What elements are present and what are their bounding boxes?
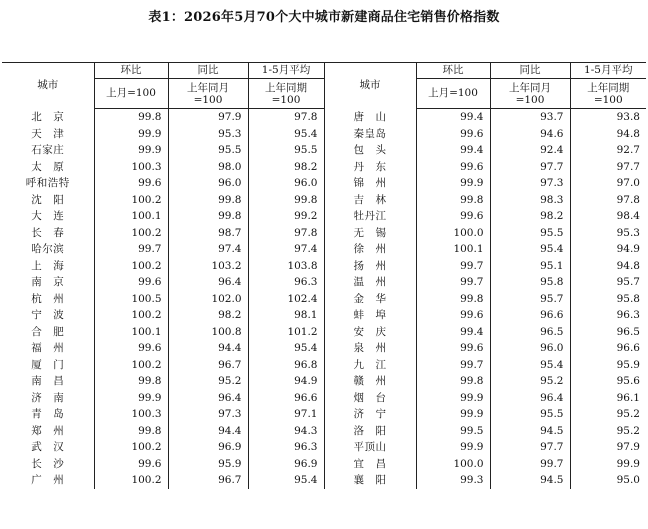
avg-cell: 97.1	[248, 406, 324, 423]
avg-cell: 96.8	[248, 357, 324, 374]
yoy-cell: 98.0	[168, 159, 248, 176]
yoy-cell: 94.5	[490, 423, 570, 440]
avg-cell: 95.2	[570, 406, 646, 423]
yoy-cell: 100.8	[168, 324, 248, 341]
mom-cell: 100.0	[416, 456, 490, 473]
yoy-cell: 95.4	[490, 241, 570, 258]
yoy-cell: 96.4	[168, 274, 248, 291]
table-row	[2, 307, 646, 324]
yoy-cell: 103.2	[168, 258, 248, 275]
table-row	[2, 142, 646, 159]
mom-cell: 99.4	[416, 142, 490, 159]
price-index-table	[2, 62, 646, 489]
mom-cell: 99.3	[416, 472, 490, 489]
table-row	[2, 340, 646, 357]
yoy-cell: 95.8	[490, 274, 570, 291]
avg-cell: 97.8	[248, 225, 324, 242]
avg-cell: 97.7	[570, 159, 646, 176]
mom-cell: 100.3	[94, 159, 168, 176]
yoy-cell: 99.8	[168, 192, 248, 209]
city-cell: 九 江	[324, 357, 416, 374]
avg-cell: 95.3	[570, 225, 646, 242]
avg-cell: 98.1	[248, 307, 324, 324]
yoy-cell: 94.6	[490, 126, 570, 143]
yoy-cell: 97.4	[168, 241, 248, 258]
city-cell: 无 锡	[324, 225, 416, 242]
avg-cell: 97.4	[248, 241, 324, 258]
yoy-cell: 96.7	[168, 472, 248, 489]
avg-cell: 93.8	[570, 109, 646, 126]
avg-cell: 97.8	[570, 192, 646, 209]
header-yoy-right: 同比	[490, 63, 570, 79]
yoy-cell: 98.2	[168, 307, 248, 324]
yoy-cell: 97.3	[490, 175, 570, 192]
mom-cell: 99.6	[94, 175, 168, 192]
avg-cell: 96.3	[248, 439, 324, 456]
yoy-cell: 93.7	[490, 109, 570, 126]
sub-yoy-line1: 上年同月	[187, 81, 229, 94]
mom-cell: 100.2	[94, 307, 168, 324]
mom-cell: 99.8	[416, 373, 490, 390]
city-cell: 宁 波	[31, 309, 65, 321]
yoy-cell: 95.7	[490, 291, 570, 308]
table-row	[2, 439, 646, 456]
table-row	[2, 373, 646, 390]
city-cell: 牡丹江	[324, 208, 416, 225]
mom-cell: 100.3	[94, 406, 168, 423]
avg-cell: 94.8	[570, 258, 646, 275]
yoy-cell: 96.0	[490, 340, 570, 357]
mom-cell: 100.2	[94, 225, 168, 242]
yoy-cell: 94.5	[490, 472, 570, 489]
avg-cell: 103.8	[248, 258, 324, 275]
mom-cell: 100.0	[416, 225, 490, 242]
city-cell: 南 京	[31, 276, 65, 288]
table-row	[2, 456, 646, 473]
city-cell: 金 华	[324, 291, 416, 308]
city-cell: 北 京	[31, 110, 65, 123]
yoy-cell: 92.4	[490, 142, 570, 159]
mom-cell: 100.2	[94, 357, 168, 374]
mom-cell: 99.8	[94, 423, 168, 440]
table-row	[2, 357, 646, 374]
avg-cell: 96.1	[570, 390, 646, 407]
mom-cell: 99.6	[94, 456, 168, 473]
avg-cell: 95.4	[248, 340, 324, 357]
header-city-right: 城市	[324, 63, 416, 109]
mom-cell: 99.7	[416, 258, 490, 275]
table-row	[2, 472, 646, 489]
city-cell: 平顶山	[324, 439, 416, 456]
yoy-cell: 96.4	[490, 390, 570, 407]
sub-mom-right: 上月=100	[416, 79, 490, 109]
yoy-cell: 95.3	[168, 126, 248, 143]
mom-cell: 99.9	[416, 175, 490, 192]
city-cell: 扬 州	[324, 258, 416, 275]
avg-cell: 95.5	[248, 142, 324, 159]
sub-avg-line2: =100	[271, 93, 301, 106]
yoy-cell: 95.5	[490, 225, 570, 242]
avg-cell: 96.9	[248, 456, 324, 473]
table-row	[2, 126, 646, 143]
avg-cell: 95.0	[570, 472, 646, 489]
header-avg-right: 1-5月平均	[570, 63, 646, 79]
avg-cell: 97.9	[570, 439, 646, 456]
mom-cell: 99.4	[416, 324, 490, 341]
mom-cell: 99.6	[416, 340, 490, 357]
city-cell: 济 宁	[324, 406, 416, 423]
city-cell: 宜 昌	[324, 456, 416, 473]
avg-cell: 98.2	[248, 159, 324, 176]
city-cell: 沈 阳	[31, 193, 65, 206]
table-title: 表1：2026年5月70个大中城市新建商品住宅销售价格指数	[148, 10, 500, 25]
yoy-cell: 97.7	[490, 439, 570, 456]
avg-cell: 99.8	[248, 192, 324, 209]
avg-cell: 102.4	[248, 291, 324, 308]
mom-cell: 99.9	[416, 390, 490, 407]
city-cell: 石家庄	[31, 144, 65, 156]
header-yoy-left: 同比	[168, 63, 248, 79]
mom-cell: 100.2	[94, 192, 168, 209]
city-cell: 合 肥	[31, 325, 65, 338]
table-row	[2, 175, 646, 192]
header-mom-left: 环比	[94, 63, 168, 79]
city-cell: 广 州	[31, 474, 65, 486]
table-row	[2, 159, 646, 176]
city-cell: 呼和浩特	[25, 177, 70, 189]
yoy-cell: 95.2	[168, 373, 248, 390]
table-row	[2, 192, 646, 209]
avg-cell: 94.9	[248, 373, 324, 390]
table-body	[2, 109, 646, 489]
mom-cell: 100.5	[94, 291, 168, 308]
table-row	[2, 241, 646, 258]
yoy-cell: 94.4	[168, 423, 248, 440]
avg-cell: 94.9	[570, 241, 646, 258]
table-row	[2, 109, 646, 126]
header-mom-right: 环比	[416, 63, 490, 79]
mom-cell: 99.6	[416, 159, 490, 176]
city-cell: 青 岛	[31, 408, 65, 420]
sub-avg-line1: 上年同期	[587, 81, 630, 94]
avg-cell: 98.4	[570, 208, 646, 225]
mom-cell: 100.2	[94, 439, 168, 456]
sub-yoy-left	[168, 79, 248, 109]
table-row	[2, 324, 646, 341]
yoy-cell: 95.2	[490, 373, 570, 390]
sub-mom-left: 上月=100	[94, 79, 168, 109]
avg-cell: 96.6	[570, 340, 646, 357]
avg-cell: 101.2	[248, 324, 324, 341]
yoy-cell: 95.4	[490, 357, 570, 374]
mom-cell: 100.2	[94, 472, 168, 489]
avg-cell: 95.9	[570, 357, 646, 374]
mom-cell: 99.7	[416, 357, 490, 374]
yoy-cell: 96.6	[490, 307, 570, 324]
yoy-cell: 99.8	[168, 208, 248, 225]
mom-cell: 100.1	[94, 208, 168, 225]
avg-cell: 94.3	[248, 423, 324, 440]
avg-cell: 96.6	[248, 390, 324, 407]
table-row	[2, 423, 646, 440]
city-cell: 长 沙	[31, 457, 65, 470]
city-cell: 郑 州	[31, 424, 65, 437]
city-cell: 厦 门	[31, 358, 65, 371]
table-row	[2, 225, 646, 242]
city-cell: 吉 林	[324, 192, 416, 209]
avg-cell: 97.0	[570, 175, 646, 192]
mom-cell: 99.8	[94, 373, 168, 390]
city-cell: 长 春	[31, 226, 65, 239]
yoy-cell: 96.4	[168, 390, 248, 407]
sub-yoy-line1: 上年同月	[509, 81, 551, 94]
city-cell: 太 原	[31, 160, 65, 173]
sub-avg-right	[570, 79, 646, 109]
mom-cell: 100.2	[94, 258, 168, 275]
city-cell: 唐 山	[324, 109, 416, 126]
avg-cell: 95.8	[570, 291, 646, 308]
sub-avg-line2: =100	[593, 93, 623, 106]
header-city-left: 城市	[2, 63, 94, 109]
city-cell: 济 南	[31, 391, 65, 404]
city-cell: 安 庆	[324, 324, 416, 341]
table-row	[2, 406, 646, 423]
table-row	[2, 390, 646, 407]
yoy-cell: 94.4	[168, 340, 248, 357]
mom-cell: 99.5	[416, 423, 490, 440]
yoy-cell: 95.9	[168, 456, 248, 473]
yoy-cell: 98.7	[168, 225, 248, 242]
city-cell: 大 连	[31, 210, 65, 222]
city-cell: 蚌 埠	[324, 307, 416, 324]
yoy-cell: 95.1	[490, 258, 570, 275]
mom-cell: 100.1	[416, 241, 490, 258]
mom-cell: 100.1	[94, 324, 168, 341]
mom-cell: 99.8	[94, 109, 168, 126]
yoy-cell: 97.9	[168, 109, 248, 126]
header-avg-left: 1-5月平均	[248, 63, 324, 79]
city-cell: 丹 东	[324, 159, 416, 176]
yoy-cell: 97.7	[490, 159, 570, 176]
yoy-cell: 96.7	[168, 357, 248, 374]
mom-cell: 99.6	[94, 340, 168, 357]
city-cell: 包 头	[324, 142, 416, 159]
table-row	[2, 208, 646, 225]
avg-cell: 99.2	[248, 208, 324, 225]
city-cell: 襄 阳	[324, 472, 416, 489]
mom-cell: 99.9	[416, 406, 490, 423]
mom-cell: 99.6	[416, 126, 490, 143]
city-cell: 上 海	[31, 259, 65, 272]
mom-cell: 99.6	[416, 307, 490, 324]
mom-cell: 99.9	[94, 390, 168, 407]
city-cell: 武 汉	[31, 441, 65, 453]
mom-cell: 99.6	[94, 274, 168, 291]
mom-cell: 99.4	[416, 109, 490, 126]
avg-cell: 95.4	[248, 472, 324, 489]
city-cell: 洛 阳	[324, 423, 416, 440]
yoy-cell: 99.7	[490, 456, 570, 473]
mom-cell: 99.9	[94, 142, 168, 159]
yoy-cell: 102.0	[168, 291, 248, 308]
avg-cell: 96.5	[570, 324, 646, 341]
table-row	[2, 291, 646, 308]
city-cell: 福 州	[31, 342, 65, 354]
mom-cell: 99.7	[416, 274, 490, 291]
avg-cell: 96.3	[248, 274, 324, 291]
yoy-cell: 96.9	[168, 439, 248, 456]
avg-cell: 95.2	[570, 423, 646, 440]
yoy-cell: 97.3	[168, 406, 248, 423]
city-cell: 烟 台	[324, 390, 416, 407]
avg-cell: 97.8	[248, 109, 324, 126]
city-cell: 赣 州	[324, 373, 416, 390]
yoy-cell: 98.2	[490, 208, 570, 225]
avg-cell: 92.7	[570, 142, 646, 159]
header-row-1	[2, 63, 646, 79]
city-cell: 泉 州	[324, 340, 416, 357]
city-cell: 天 津	[31, 127, 65, 140]
mom-cell: 99.8	[416, 291, 490, 308]
city-cell: 南 昌	[31, 375, 65, 387]
city-cell: 徐 州	[324, 241, 416, 258]
avg-cell: 96.3	[570, 307, 646, 324]
mom-cell: 99.9	[416, 439, 490, 456]
sub-avg-line1: 上年同期	[265, 81, 307, 94]
city-cell: 杭 州	[31, 292, 65, 305]
yoy-cell: 96.5	[490, 324, 570, 341]
sub-avg-left	[248, 79, 324, 109]
city-cell: 哈尔滨	[31, 243, 65, 255]
avg-cell: 94.8	[570, 126, 646, 143]
sub-yoy-line2: =100	[193, 93, 223, 106]
table-row	[2, 274, 646, 291]
yoy-cell: 95.5	[168, 142, 248, 159]
table-row	[2, 258, 646, 275]
avg-cell: 95.4	[248, 126, 324, 143]
yoy-cell: 96.0	[168, 175, 248, 192]
mom-cell: 99.6	[416, 208, 490, 225]
city-cell: 温 州	[324, 274, 416, 291]
sub-yoy-line2: =100	[515, 93, 545, 106]
yoy-cell: 98.3	[490, 192, 570, 209]
city-cell: 秦皇岛	[324, 126, 416, 143]
avg-cell: 99.9	[570, 456, 646, 473]
mom-cell: 99.8	[416, 192, 490, 209]
avg-cell: 95.7	[570, 274, 646, 291]
avg-cell: 95.6	[570, 373, 646, 390]
sub-yoy-right	[490, 79, 570, 109]
avg-cell: 96.0	[248, 175, 324, 192]
mom-cell: 99.9	[94, 126, 168, 143]
city-cell: 锦 州	[324, 175, 416, 192]
mom-cell: 99.7	[94, 241, 168, 258]
yoy-cell: 95.5	[490, 406, 570, 423]
